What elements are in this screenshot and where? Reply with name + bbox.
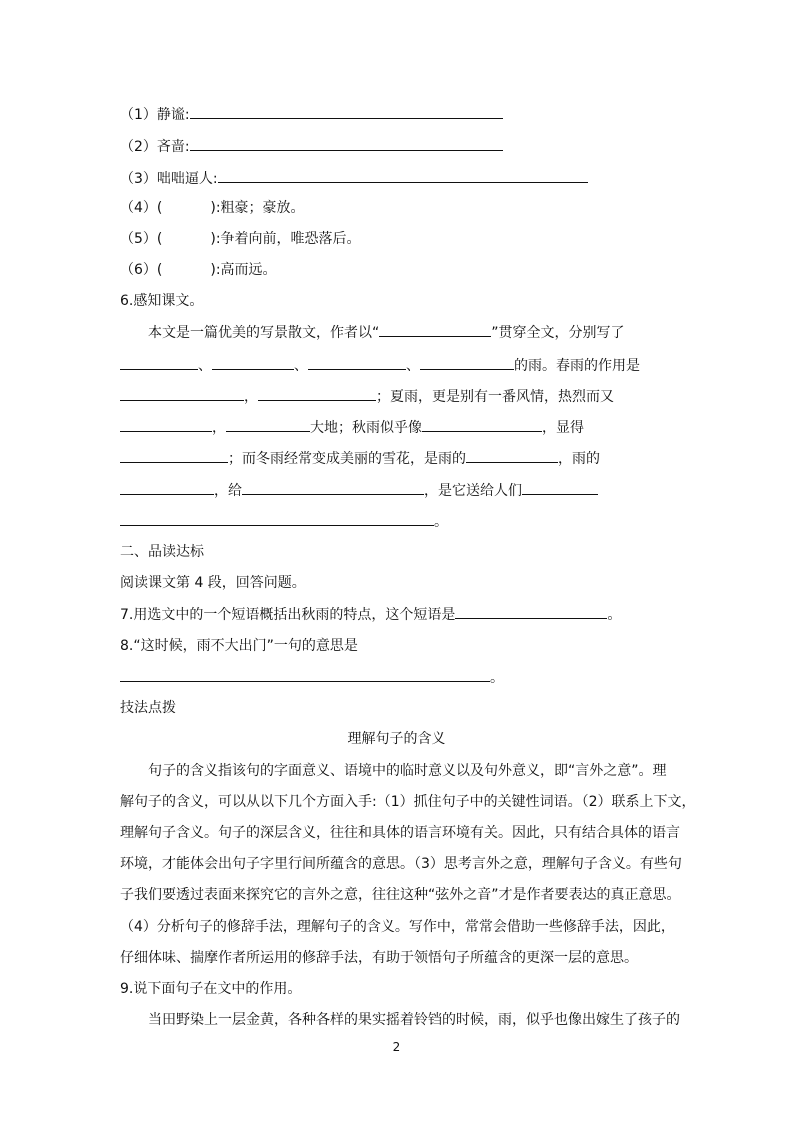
answer-blank[interactable] [190,104,503,119]
answer-blank[interactable] [120,480,214,495]
question-8: 8.“这时候，雨不大出门”一句的意思是 [120,638,358,654]
question-9-text: 当田野染上一层金黄，各种各样的果实摇着铃铛的时候，雨，似乎也像出嫁生了孩子的 [148,1012,680,1028]
vocab-label: （3）咄咄逼人: [120,171,218,187]
tips-title: 理解句子的含义 [347,731,446,747]
answer-blank[interactable] [226,417,310,432]
q6-line-7 [120,511,448,532]
q6-line-3 [120,386,614,407]
vocab-label: （5）( [120,231,163,247]
tips-line-2: 解句子的含义，可以从以下几个方面入手:（1）抓住句子中的关键性词语。（2）联系上下文， [120,794,696,810]
q6-line-4 [120,417,584,438]
q8-answer-line [120,667,504,688]
question-9-title: 9.说下面句子在文中的作用。 [120,981,302,997]
tips-line-5: 子我们要透过表面来探究它的言外之意，往往这种“弦外之音”才是作者要表达的真正意思。 [120,887,681,903]
q6-text: 、 [294,358,308,374]
vocab-label: （2）吝啬: [120,139,190,155]
q6-text: ， [244,389,258,405]
answer-blank[interactable] [120,511,434,526]
section-2-instruction: 阅读课文第 4 段，回答问题。 [120,575,306,591]
vocab-item-6 [120,260,277,280]
vocab-label: （1）静谧: [120,107,190,123]
q8-period: 。 [490,670,504,686]
q6-text: 的雨。春雨的作用是 [514,358,640,374]
q6-text: 、 [406,358,420,374]
question-6-title: 6.感知课文。 [120,293,204,309]
answer-blank[interactable] [120,355,198,370]
tips-heading: 技法点拨 [120,700,176,716]
answer-blank[interactable] [242,480,424,495]
answer-blank[interactable] [466,448,558,463]
q6-text: ，给 [214,483,242,499]
answer-blank[interactable] [120,417,212,432]
question-7 [120,604,621,625]
q6-line-6 [120,480,598,501]
vocab-definition: ):粗豪；豪放。 [210,200,305,216]
answer-blank[interactable] [120,667,490,682]
answer-blank[interactable] [218,168,588,183]
tips-line-4: 环境，才能体会出句子字里行间所蕴含的意思。（3）思考言外之意，理解句子含义。有些句 [120,856,682,872]
answer-blank[interactable] [420,355,514,370]
q6-text: ；夏雨，更是别有一番风情，热烈而又 [376,389,614,405]
answer-blank[interactable] [120,448,228,463]
answer-blank[interactable] [212,355,294,370]
q6-line-1 [148,322,625,343]
tips-line-7: 仔细体味、揣摩作者所运用的修辞手法，有助于领悟句子所蕴含的更深一层的意思。 [120,950,638,966]
vocab-definition: ):争着向前，唯恐落后。 [210,231,361,247]
q6-line-2 [120,355,640,376]
answer-blank[interactable] [308,355,406,370]
q6-text: ，是它送给人们 [424,483,522,499]
section-2-title: 二、品读达标 [120,544,204,560]
q7-text: 7.用选文中的一个短语概括出秋雨的特点，这个短语是 [120,607,456,623]
tips-line-6: （4）分析句子的修辞手法，理解句子的含义。写作中，常常会借助一些修辞手法，因此， [120,919,675,935]
answer-blank[interactable] [120,386,244,401]
answer-blank[interactable] [455,604,607,619]
vocab-item-2 [120,136,503,157]
answer-blank[interactable] [379,322,491,337]
q6-text: ， [212,420,226,436]
vocab-item-5 [120,229,361,249]
q6-line-5 [120,448,600,469]
vocab-definition: ):高而远。 [210,262,277,278]
q6-text: ，雨的 [558,451,600,467]
q6-text: 本文是一篇优美的写景散文，作者以“ [148,325,380,341]
vocab-label: （6）( [120,262,163,278]
answer-blank[interactable] [190,136,503,151]
q6-text: ”贯穿全文，分别写了 [491,325,625,341]
q6-text: ，显得 [542,420,584,436]
vocab-item-4 [120,198,305,218]
q6-text: 大地；秋雨似乎像 [310,420,422,436]
tips-line-1: 句子的含义指该句的字面意义、语境中的临时意义以及句外意义，即“言外之意”。理 [148,763,667,779]
vocab-label: （4）( [120,200,163,216]
answer-blank[interactable] [422,417,542,432]
page-number: 2 [392,1040,401,1054]
vocab-item-3 [120,168,588,189]
q6-text: 、 [198,358,212,374]
answer-blank[interactable] [258,386,376,401]
tips-line-3: 理解句子含义。句子的深层含义，往往和具体的语言环境有关。因此，只有结合具体的语言 [120,825,680,841]
q6-text: ；而冬雨经常变成美丽的雪花，是雨的 [228,451,466,467]
vocab-item-1 [120,104,503,125]
answer-blank[interactable] [522,480,598,495]
q7-period: 。 [607,607,622,623]
q6-text: 。 [434,514,448,530]
